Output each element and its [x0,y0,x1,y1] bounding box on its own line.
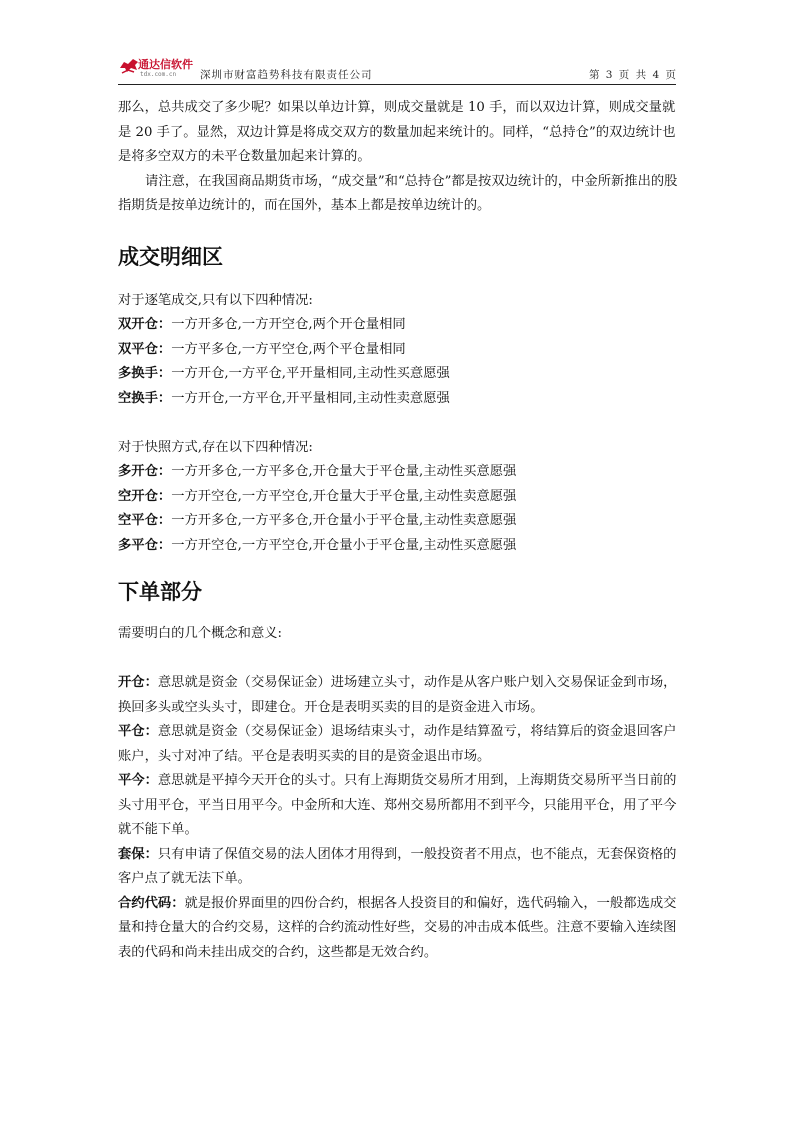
definition-desc: 一方开仓,一方平仓,开平量相同,主动性卖意愿强 [171,390,450,406]
concept-term: 开仓 [118,675,145,690]
definition-item: 空换手：一方开仓,一方平仓,开平量相同,主动性卖意愿强 [118,390,450,406]
definition-term: 多开仓 [118,464,158,479]
tick-intro: 对于逐笔成交,只有以下四种情况: [118,292,313,308]
concept-term: 平仓 [118,724,145,739]
section-heading-order-entry: 下单部分 [118,580,202,604]
definition-term: 空开仓 [118,488,158,504]
logo-text: 通达信软件 [138,58,193,71]
definition-term: 双平仓 [118,341,158,357]
definition-term: 双开仓 [118,317,158,332]
concept-item: 开仓：意思就是资金（交易保证金）进场建立头寸，动作是从客户账户划入交易保证金到市场，换回多头或空头头寸，即建仓。开仓是表明买卖的目的是资金进入市场。 [118,675,677,715]
concepts-intro: 需要明白的几个概念和意义: [118,626,283,641]
concept-desc: 意思就是平掉今天开仓的头寸。只有上海期货交易所才用到，上海期货交易所平当日前的头寸用平仓，平当日用平今。中金所和大连、郑州交易所都用不到平今，只能用平仓，用了平今就不能下单。 [118,773,677,837]
definition-item: 多开仓：一方开多仓,一方平多仓,开仓量大于平仓量,主动性买意愿强 [118,464,517,479]
definition-desc: 一方开仓,一方平仓,平开量相同,主动性买意愿强 [171,366,450,381]
definition-item: 多平仓：一方开空仓,一方平空仓,开仓量小于平仓量,主动性买意愿强 [118,537,517,553]
bull-logo-icon [118,56,140,76]
definition-desc: 一方开多仓,一方平多仓,开仓量大于平仓量,主动性买意愿强 [171,464,517,479]
snapshot-intro: 对于快照方式,存在以下四种情况: [118,439,313,455]
definition-desc: 一方平多仓,一方平空仓,两个平仓量相同 [171,341,406,357]
definition-term: 空换手 [118,390,158,406]
concept-desc: 意思就是资金（交易保证金）进场建立头寸，动作是从客户账户划入交易保证金到市场，换回多头或空头头寸，即建仓。开仓是表明买卖的目的是资金进入市场。 [118,675,677,715]
definition-desc: 一方开多仓,一方开空仓,两个开仓量相同 [171,317,406,332]
concept-item: 平今：意思就是平掉今天开仓的头寸。只有上海期货交易所才用到，上海期货交易所平当日前的头寸用平仓，平当日用平今。中金所和大连、郑州交易所都用不到平今，只能用平仓，用了平今就不能下单。 [118,773,677,837]
intro-paragraph-2: 请注意，在我国商品期货市场，“成交量”和“总持仓”都是按双边统计的，中金所新推出的股指期货是按单边统计的，而在国外，基本上都是按单边统计的。 [118,173,678,213]
concept-desc: 就是报价界面里的四份合约，根据各人投资目的和偏好，选代码输入，一般都选成交量和持仓量大的合约交易，这样的合约流动性好些，交易的冲击成本低些。注意不要输入连续图表的代码和尚未挂出成交的合约，这些都是无效合约。 [118,895,677,960]
logo-url: tdx.com.cn [140,71,177,78]
concept-term: 合约代码 [118,895,172,911]
definition-desc: 一方开多仓,一方平多仓,开仓量小于平仓量,主动性卖意愿强 [171,513,517,528]
definition-item: 空平仓：一方开多仓,一方平多仓,开仓量小于平仓量,主动性卖意愿强 [118,513,517,528]
concept-item: 套保：只有申请了保值交易的法人团体才用得到，一般投资者不用点，也不能点，无套保资格的客户点了就无法下单。 [118,846,677,886]
concept-desc: 意思就是资金（交易保证金）退场结束头寸，动作是结算盈亏，将结算后的资金退回客户账户，头寸对冲了结。平仓是表明买卖的目的是资金退出市场。 [118,724,677,764]
section-heading-trade-details: 成交明细区 [118,244,223,269]
definition-item: 空开仓：一方开空仓,一方平空仓,开仓量大于平仓量,主动性卖意愿强 [118,488,517,504]
definition-item: 双平仓：一方平多仓,一方平空仓,两个平仓量相同 [118,341,406,357]
document-body [118,96,678,965]
company-logo [118,54,198,82]
definition-term: 多平仓 [118,537,158,553]
company-name: 深圳市财富趋势科技有限责任公司 [200,69,373,81]
concept-desc: 只有申请了保值交易的法人团体才用得到，一般投资者不用点，也不能点，无套保资格的客户点了就无法下单。 [118,846,677,886]
page-number: 第 3 页 共 4 页 [588,69,676,81]
definition-item: 双开仓：一方开多仓,一方开空仓,两个开仓量相同 [118,317,406,332]
definition-desc: 一方开空仓,一方平空仓,开仓量小于平仓量,主动性买意愿强 [171,537,517,553]
intro-paragraph-1: 那么，总共成交了多少呢？如果以单边计算，则成交量就是 10 手，而以双边计算，则成交量就是 20 手了。显然，双边计算是将成交双方的数量加起来统计的。同样，“总持仓”的双边统计也是将多空双方的未平仓数量加起来计算的。 [118,100,676,164]
definition-term: 空平仓 [118,513,158,528]
concept-item: 平仓：意思就是资金（交易保证金）退场结束头寸，动作是结算盈亏，将结算后的资金退回客户账户，头寸对冲了结。平仓是表明买卖的目的是资金退出市场。 [118,724,677,764]
concept-term: 平今 [118,773,145,788]
definition-term: 多换手 [118,366,158,381]
page-header [118,50,676,85]
concept-term: 套保 [118,846,145,862]
concept-item: 合约代码：就是报价界面里的四份合约，根据各人投资目的和偏好，选代码输入，一般都选成交量和持仓量大的合约交易，这样的合约流动性好些，交易的冲击成本低些。注意不要输入连续图表的代码和尚未挂出成交的合约，这些都是无效合约。 [118,895,677,960]
definition-item: 多换手：一方开仓,一方平仓,平开量相同,主动性买意愿强 [118,366,450,381]
definition-desc: 一方开空仓,一方平空仓,开仓量大于平仓量,主动性卖意愿强 [171,488,517,504]
